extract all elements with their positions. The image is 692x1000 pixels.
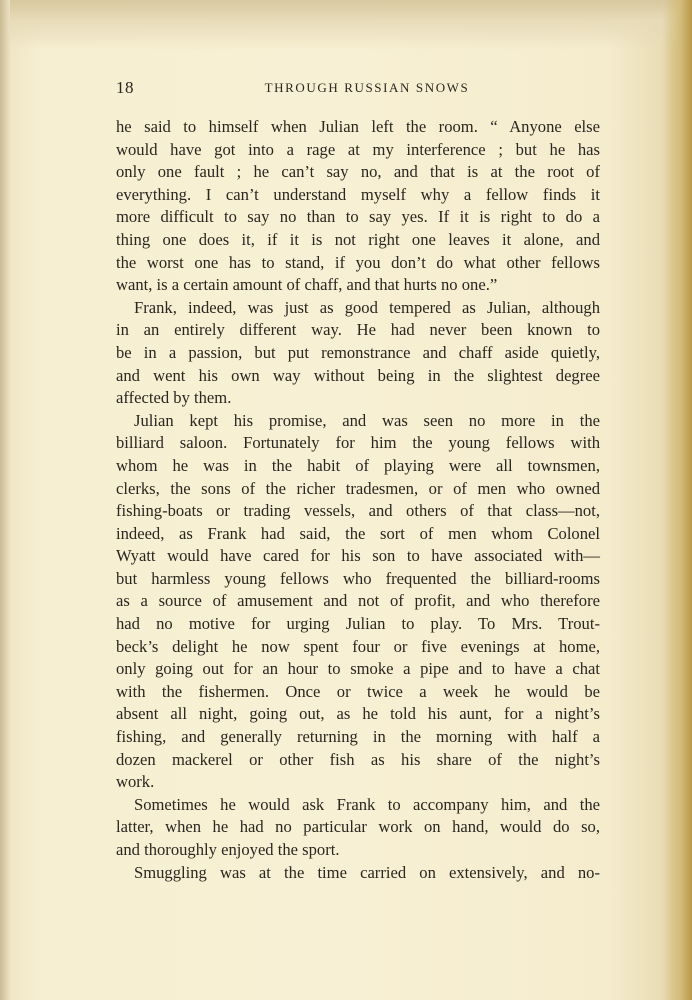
text-line: beck’s delight he now spent four or five evenings at home,: [116, 636, 600, 656]
text-line: he said to himself when Julian left the room. “ Anyone else: [116, 117, 600, 136]
text-line: as a source of amusement and not of profit, and who therefore: [116, 591, 600, 611]
text-line: everything. I can’t understand myself why a fellow finds it: [116, 184, 600, 204]
text-line: and went his own way without being in the slightest degree: [116, 365, 600, 385]
text-line: be in a passion, but put remonstrance and chaff aside quietly,: [116, 342, 600, 362]
text-line: dozen mackerel or other fish as his share of the night’s: [116, 749, 600, 769]
text-line: work.: [116, 772, 155, 792]
text-line: whom he was in the habit of playing were all townsmen,: [116, 455, 600, 475]
text-line: clerks, the sons of the richer tradesmen, or of men who owned: [116, 478, 600, 498]
text-line: affected by them.: [116, 388, 232, 408]
text-line: Julian kept his promise, and was seen no more in the: [134, 410, 600, 430]
text-line: more difficult to say no than to say yes. If it is right to do a: [116, 207, 600, 227]
text-line: Wyatt would have cared for his son to have associated with—: [116, 546, 600, 566]
text-line: Sometimes he would ask Frank to accompany him, and the: [134, 794, 600, 814]
text-line: the worst one has to stand, if you don’t do what other fellows: [116, 252, 600, 272]
text-line: absent all night, going out, as he told his aunt, for a night’s: [116, 704, 600, 724]
page-header: [116, 78, 600, 100]
text-line: thing one does it, if it is not right one leaves it alone, and: [116, 229, 600, 249]
text-line: latter, when he had no particular work on hand, would do so,: [116, 817, 600, 837]
text-line: with the fishermen. Once or twice a week he would be: [116, 681, 600, 701]
text-line: fishing, and generally returning in the morning with half a: [116, 727, 600, 747]
text-line: only going out for an hour to smoke a pipe and to have a chat: [116, 659, 600, 679]
text-line: only one fault ; he can’t say no, and that is at the root of: [116, 162, 600, 182]
text-line: had no motive for urging Julian to play. To Mrs. Trout-: [116, 614, 600, 634]
text-line: want, is a certain amount of chaff, and that hurts no one.”: [116, 275, 498, 295]
text-line: Smuggling was at the time carried on extensively, and no-: [134, 862, 600, 882]
text-line: billiard saloon. Fortunately for him the young fellows with: [116, 433, 600, 453]
text-line: and thoroughly enjoyed the sport.: [116, 840, 340, 859]
page-number: 18: [116, 78, 134, 97]
text-line: indeed, as Frank had said, the sort of men whom Colonel: [116, 523, 600, 543]
body-text: [116, 116, 600, 884]
text-line: fishing-boats or trading vessels, and others of that class—not,: [116, 501, 600, 521]
text-line: in an entirely different way. He had never been known to: [116, 320, 600, 340]
running-head: THROUGH RUSSIAN SNOWS: [264, 80, 470, 95]
page-top-shadow: [0, 0, 692, 50]
page-binding-edge: [0, 0, 10, 1000]
text-line: Frank, indeed, was just as good tempered as Julian, although: [134, 297, 600, 317]
text-line: would have got into a rage at my interference ; but he has: [116, 139, 600, 159]
text-line: but harmless young fellows who frequented the billiard-rooms: [116, 568, 600, 588]
page-right-edge: [662, 0, 692, 1000]
